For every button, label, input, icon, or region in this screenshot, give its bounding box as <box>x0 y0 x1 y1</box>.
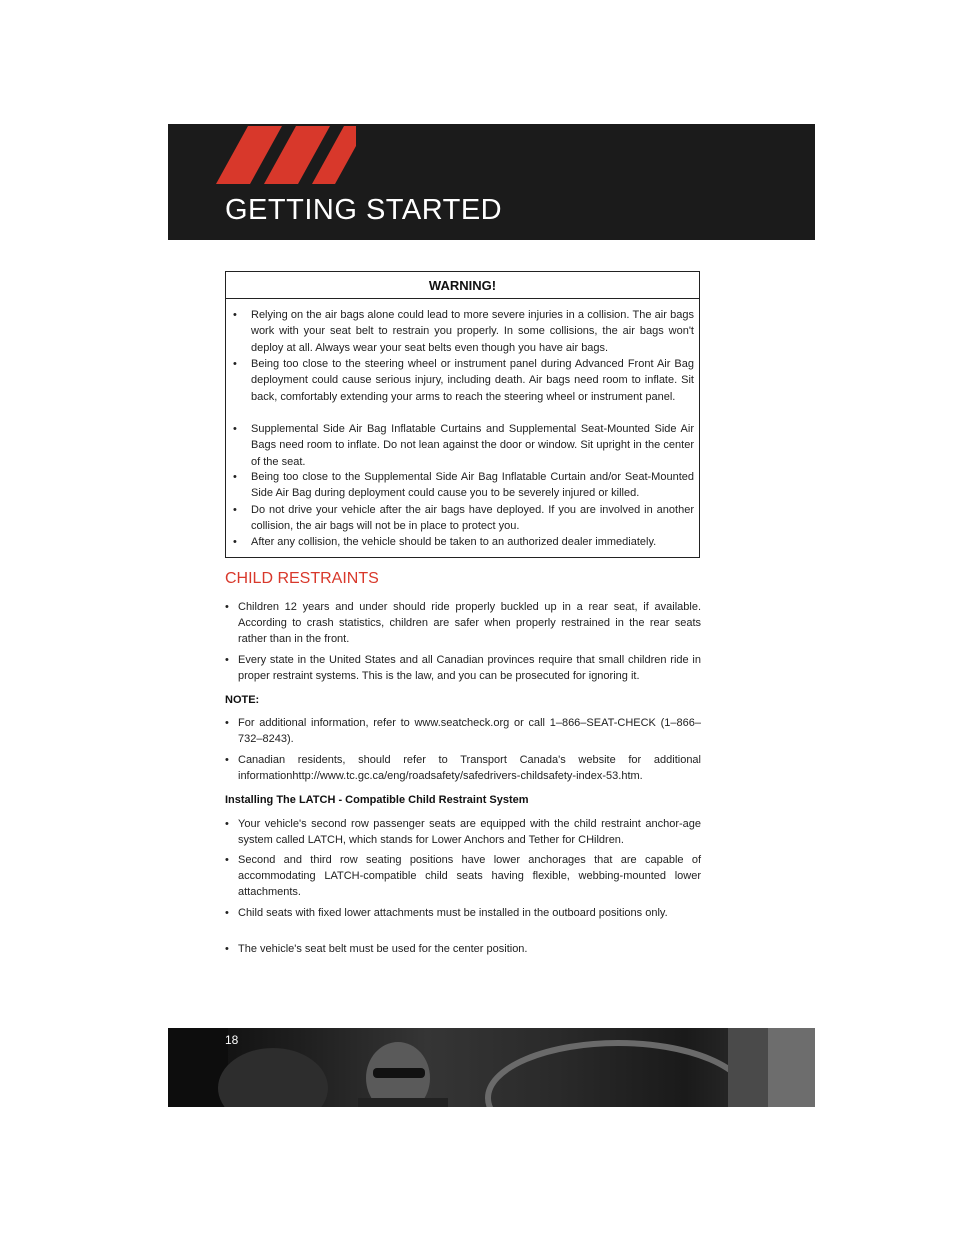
racing-stripes-logo <box>168 124 368 194</box>
list-item: • Child seats with fixed lower attachments must be installed in the outboard positions only. <box>238 905 701 921</box>
list-item: • Every state in the United States and all Canadian provinces require that small children ride in proper restraint systems. This is the law, and you can be prosecuted for ignoring it. <box>238 652 701 684</box>
warning-item: • Supplemental Side Air Bag Inflatable Curtains and Supplemental Seat-Mounted Side Air Bags need room to inflate. Do not lean against the door or window. Sit upright in the center of the seat. <box>251 421 694 470</box>
latch-heading: Installing The LATCH - Compatible Child Restraint System <box>225 794 529 806</box>
list-item: • Children 12 years and under should ride properly buckled up in a rear seat, if available. According to crash statistics, children are safer when properly restrained in the rear seats rather than in the front. <box>238 599 701 647</box>
warning-box <box>225 271 700 558</box>
page-title: GETTING STARTED <box>225 194 503 226</box>
note-label: NOTE: <box>225 694 260 706</box>
warning-item: • Relying on the air bags alone could lead to more severe injuries in a collision. The air bags work with your seat belt to restrain you properly. In some collisions, the air bags won't deploy at all. Always wear your seat belts even though you have air bags. <box>251 307 694 356</box>
warning-item: • After any collision, the vehicle should be taken to an authorized dealer immediately. <box>251 534 694 550</box>
warning-title: WARNING! <box>226 272 699 299</box>
footer-photo <box>168 1028 815 1107</box>
list-item: • Your vehicle's second row passenger seats are equipped with the child restraint anchor-age system called LATCH, which stands for Lower Anchors and Tether for CHildren. <box>238 816 701 848</box>
warning-item: • Do not drive your vehicle after the air bags have deployed. If you are involved in another collision, the air bags will not be in place to protect you. <box>251 502 694 535</box>
list-item: • Second and third row seating positions have lower anchorages that are capable of accommodating LATCH-compatible child seats having flexible, webbing-mounted lower attachments. <box>238 852 701 900</box>
page-number: 18 <box>225 1033 239 1047</box>
list-item: • For additional information, refer to www.seatcheck.org or call 1–866–SEAT-CHECK (1–866–732–8243). <box>238 715 701 747</box>
list-item: • The vehicle's seat belt must be used for the center position. <box>238 941 701 957</box>
page-header <box>168 124 815 240</box>
list-item: • Canadian residents, should refer to Transport Canada's website for additional informationhttp://www.tc.gc.ca/eng/roadsafety/safedrivers-childsafety-index-53.htm. <box>238 752 701 784</box>
driver-photo <box>168 1028 815 1107</box>
warning-item: • Being too close to the steering wheel or instrument panel during Advanced Front Air Bag deployment could cause serious injury, including death. Air bags need room to inflate. Sit back, comfortably extending your arms to reach the steering wheel or instrument panel. <box>251 356 694 405</box>
warning-item: • Being too close to the Supplemental Side Air Bag Inflatable Curtain and/or Seat-Mounted Side Air Bag during deployment could cause you to be severely injured or killed. <box>251 469 694 502</box>
section-heading: CHILD RESTRAINTS <box>225 570 379 587</box>
